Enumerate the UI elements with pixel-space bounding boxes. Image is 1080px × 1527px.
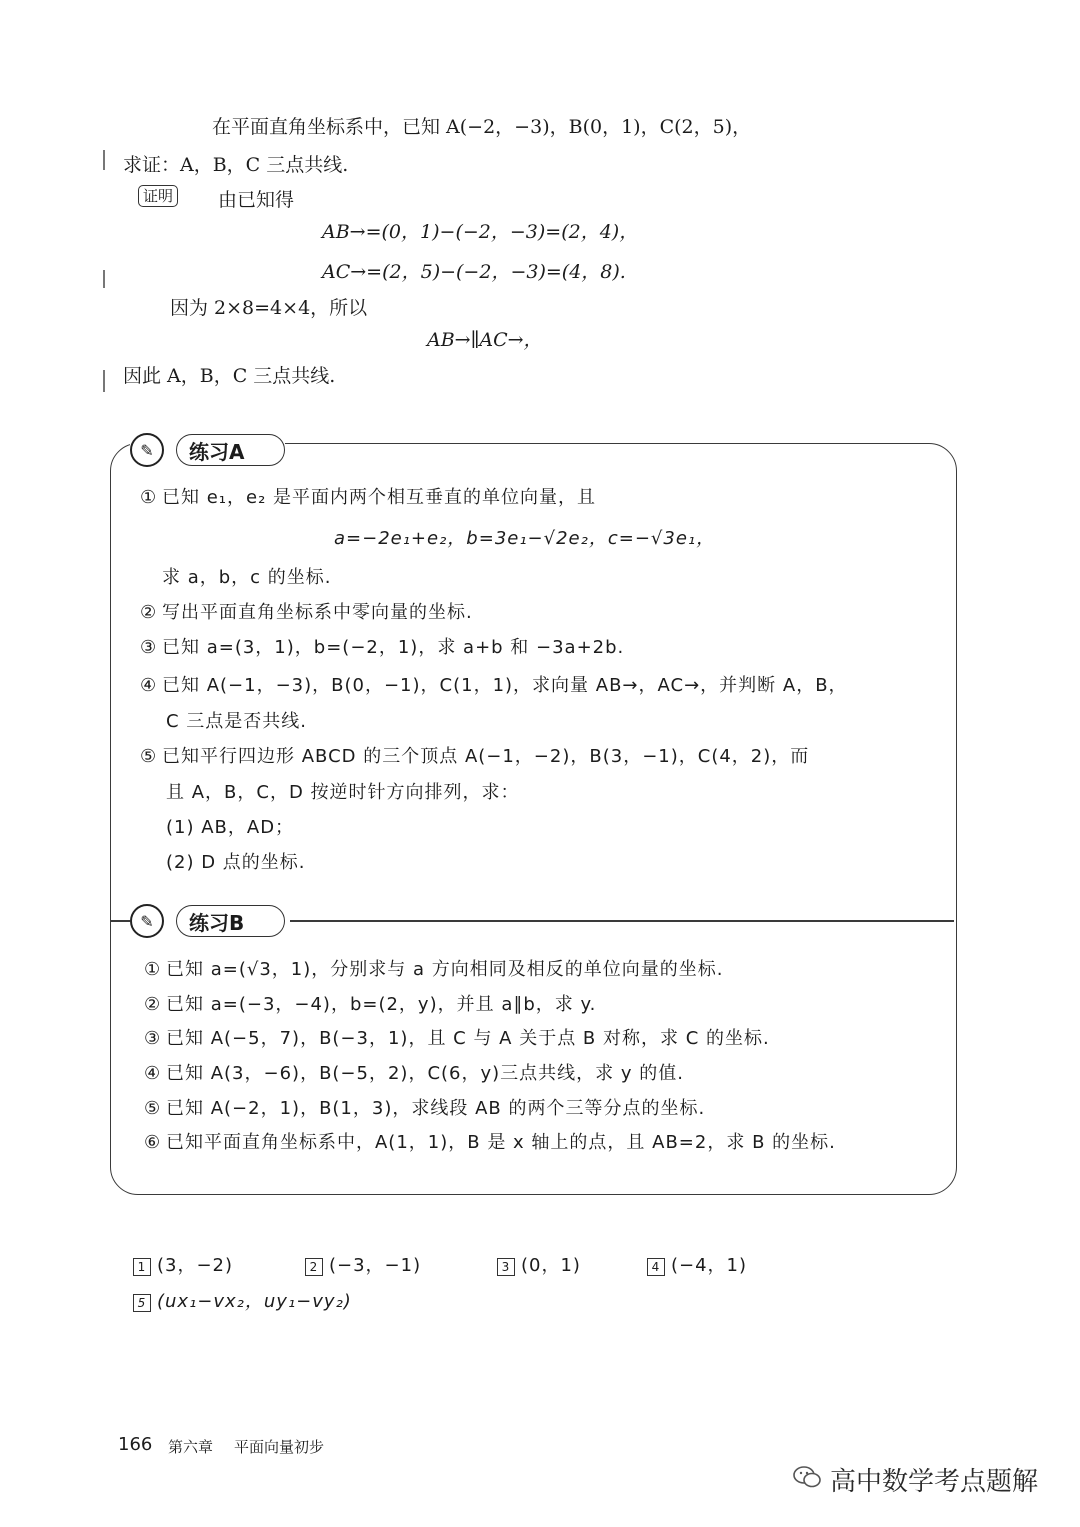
practice-b-item: ② 已知 a=(−3，−4)，b=(2，y)，并且 a∥b，求 y. (144, 994, 597, 1015)
proof-badge: 证明 (138, 185, 178, 207)
proof-intro: 由已知得 (218, 189, 295, 211)
answer-label: 3 (497, 1258, 515, 1276)
answer-1: 1 (3，−2) (133, 1251, 233, 1277)
practice-a-item: 且 A，B，C，D 按逆时针方向排列，求： (166, 782, 520, 803)
answer-5: 5 (ux₁−vx₂，uy₁−vy₂) (133, 1287, 352, 1313)
practice-a-item: 求 a，b，c 的坐标. (162, 567, 332, 588)
answer-4: 4 (−4，1) (647, 1251, 747, 1277)
chapter-label: 第六章 (168, 1438, 214, 1456)
practice-b-item: ③ 已知 A(−5，7)，B(−3，1)，且 C 与 A 关于点 B 对称，求 C 的坐标. (144, 1028, 770, 1049)
practice-a-item: ③ 已知 a=(3，1)，b=(−2，1)，求 a+b 和 −3a+2b. (140, 637, 625, 658)
margin-mark (103, 370, 105, 392)
answer-label: 4 (647, 1258, 665, 1276)
practice-a-title: 练习A (176, 434, 285, 466)
answer-label: 1 (133, 1258, 151, 1276)
practice-b-item: ⑤ 已知 A(−2，1)，B(1，3)，求线段 AB 的两个三等分点的坐标. (144, 1098, 706, 1119)
practice-b-title: 练习B (176, 905, 285, 937)
practice-b-item: ④ 已知 A(3，−6)，B(−5，2)，C(6，y)三点共线，求 y 的值. (144, 1063, 684, 1084)
watermark-text: 高中数学考点题解 (830, 1467, 1039, 1497)
practice-a-item: a=−2e₁+e₂，b=3e₁−√2e₂，c=−√3e₁， (334, 528, 716, 549)
equation-ac: AC→=(2，5)−(−2，−3)=(4，8). (322, 261, 626, 283)
practice-a-item: ④ 已知 A(−1，−3)，B(0，−1)，C(1，1)，求向量 AB→，AC→，并判断 A，B， (140, 675, 848, 696)
margin-mark (103, 270, 105, 288)
answer-label: 5 (133, 1294, 151, 1312)
pencil-icon: ✎ (130, 904, 164, 938)
practice-a-item: C 三点是否共线. (166, 711, 308, 732)
practice-a-item: ① 已知 e₁，e₂ 是平面内两个相互垂直的单位向量，且 (140, 487, 597, 508)
answer-2: 2 (−3，−1) (305, 1251, 421, 1277)
conclusion-line: 因此 A，B，C 三点共线. (123, 365, 336, 387)
wechat-icon (792, 1464, 822, 1490)
parallel-line: AB→∥AC→， (427, 329, 543, 351)
pencil-icon: ✎ (130, 433, 164, 467)
example-line-1: 在平面直角坐标系中，已知 A(−2，−3)，B(0，1)，C(2，5)， (212, 116, 752, 138)
practice-a-tab (130, 432, 285, 468)
practice-b-item: ⑥ 已知平面直角坐标系中，A(1，1)，B 是 x 轴上的点，且 AB=2，求 B 的坐标. (144, 1132, 836, 1153)
page-number: 166 (118, 1434, 153, 1455)
because-line: 因为 2×8=4×4，所以 (170, 297, 368, 319)
practice-b-tab (130, 903, 285, 939)
practice-a-item: (2) D 点的坐标. (166, 852, 306, 873)
section-divider (290, 920, 954, 922)
practice-b-item: ① 已知 a=(√3，1)，分别求与 a 方向相同及相反的单位向量的坐标. (144, 959, 724, 980)
practice-a-item: ⑤ 已知平行四边形 ABCD 的三个顶点 A(−1，−2)，B(3，−1)，C(4，2)，而 (140, 746, 810, 767)
practice-a-item: (1) AB，AD； (166, 817, 295, 838)
chapter-title: 平面向量初步 (234, 1438, 325, 1456)
practice-a-item: ② 写出平面直角坐标系中零向量的坐标. (140, 602, 473, 623)
example-line-2: 求证：A，B，C 三点共线. (123, 154, 349, 176)
proof-label (138, 184, 178, 207)
answer-label: 2 (305, 1258, 323, 1276)
margin-mark (103, 150, 105, 170)
answer-3: 3 (0，1) (497, 1251, 581, 1277)
equation-ab: AB→=(0，1)−(−2，−3)=(2，4)， (322, 221, 639, 243)
